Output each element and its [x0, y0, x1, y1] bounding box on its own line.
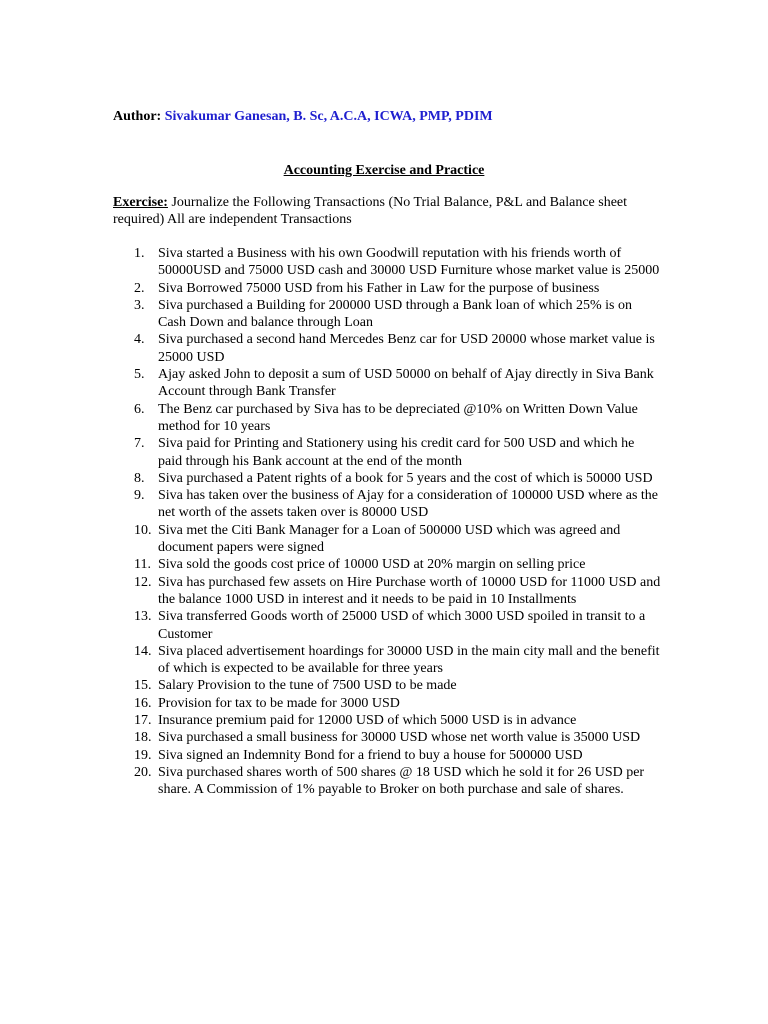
list-item [113, 574, 661, 609]
list-item [113, 747, 661, 764]
list-item-number: 15. [134, 678, 152, 694]
document-title: Accounting Exercise and Practice [283, 163, 485, 178]
list-item-number: 4. [134, 332, 145, 348]
list-item [113, 366, 661, 401]
list-item [113, 556, 661, 573]
list-item-text: Provision for tax to be made for 3000 USD [158, 695, 400, 711]
list-item-text: Insurance premium paid for 12000 USD of which 5000 USD is in advance [158, 713, 577, 729]
list-item [113, 712, 661, 729]
list-item [113, 522, 661, 557]
list-item [113, 435, 661, 470]
list-item-text: The Benz car purchased by Siva has to be depreciated @10% on Written Down Value method for 10 years [158, 401, 638, 434]
list-item [113, 677, 661, 694]
list-item-text: Siva purchased a second hand Mercedes Benz car for USD 20000 whose market value is 25000 USD [158, 332, 655, 365]
list-item-number: 10. [134, 522, 152, 538]
list-item-text: Siva sold the goods cost price of 10000 USD at 20% margin on selling price [158, 557, 586, 573]
list-item-text: Siva Borrowed 75000 USD from his Father in Law for the purpose of business [158, 280, 600, 296]
list-item-text: Siva met the Citi Bank Manager for a Loan of 500000 USD which was agreed and document papers were signed [158, 522, 621, 556]
list-item-number: 3. [134, 297, 145, 313]
list-item-number: 7. [134, 436, 145, 452]
list-item-number: 16. [134, 695, 152, 711]
list-item [113, 401, 661, 436]
list-item-number: 2. [134, 280, 145, 296]
list-item-text: Siva purchased a Patent rights of a book for 5 years and the cost of which is 50000 USD [158, 470, 653, 486]
list-item [113, 470, 661, 487]
author-line [113, 108, 493, 125]
list-item-text: Siva transferred Goods worth of 25000 USD of which 3000 USD spoiled in transit to a Customer [158, 609, 646, 642]
exercise-instructions [113, 194, 653, 229]
author-name: Sivakumar Ganesan, B. Sc, A.C.A, ICWA, PMP, PDIM [164, 109, 493, 124]
author-label: Author: [113, 109, 162, 124]
list-item [113, 331, 661, 366]
list-item-number: 5. [134, 367, 145, 383]
list-item [113, 280, 661, 297]
list-item-number: 12. [134, 574, 152, 590]
list-item-number: 9. [134, 488, 145, 504]
list-item [113, 729, 661, 746]
list-item-text: Siva has purchased few assets on Hire Purchase worth of 10000 USD for 11000 USD and the balance 1000 USD in interest and it needs to be paid in 10 Installments [158, 574, 661, 607]
exercise-label: Exercise: [113, 195, 168, 210]
list-item-text: Salary Provision to the tune of 7500 USD to be made [158, 678, 457, 694]
list-item [113, 487, 661, 522]
list-item [113, 695, 661, 712]
list-item-text: Siva purchased a Building for 200000 USD through a Bank loan of which 25% is on Cash Down and balance through Loan [158, 297, 632, 331]
list-item [113, 764, 661, 799]
list-item [113, 608, 661, 643]
list-item-text: Siva purchased shares worth of 500 shares @ 18 USD which he sold it for 26 USD per share. A Commission of 1% payable to Broker on both purchase and sale of shares. [158, 764, 645, 798]
list-item-text: Siva signed an Indemnity Bond for a friend to buy a house for 500000 USD [158, 747, 583, 763]
list-item [113, 643, 661, 678]
list-item-number: 18. [134, 730, 152, 746]
exercise-text: Journalize the Following Transactions (No Trial Balance, P&L and Balance sheet required) All are independent Transactions [113, 195, 628, 228]
list-item-number: 17. [134, 713, 152, 729]
list-item [113, 297, 661, 332]
transaction-list [113, 245, 661, 799]
list-item-number: 1. [134, 246, 145, 261]
list-item-text: Siva purchased a small business for 30000 USD whose net worth value is 35000 USD [158, 730, 641, 746]
list-item-number: 6. [134, 401, 145, 417]
list-item-number: 19. [134, 747, 152, 763]
list-item [113, 245, 661, 280]
list-item-text: Siva placed advertisement hoardings for 30000 USD in the main city mall and the benefit of which is expected to be available for three years [158, 643, 660, 677]
list-item-number: 20. [134, 764, 152, 780]
list-item-text: Siva has taken over the business of Ajay for a consideration of 100000 USD where as the net worth of the assets taken over is 80000 USD [158, 488, 658, 521]
list-item-text: Siva paid for Printing and Stationery using his credit card for 500 USD and which he paid through his Bank account at the end of the month [158, 436, 635, 469]
list-item-text: Siva started a Business with his own Goodwill reputation with his friends worth of 50000USD and 75000 USD cash and 30000 USD Furniture whose market value is 25000 [158, 246, 660, 279]
list-item-number: 11. [134, 557, 151, 573]
list-item-number: 8. [134, 470, 145, 486]
list-item-text: Ajay asked John to deposit a sum of USD 50000 on behalf of Ajay directly in Siva Bank Account through Bank Transfer [158, 367, 654, 400]
list-item-number: 13. [134, 609, 152, 625]
list-item-number: 14. [134, 643, 152, 659]
